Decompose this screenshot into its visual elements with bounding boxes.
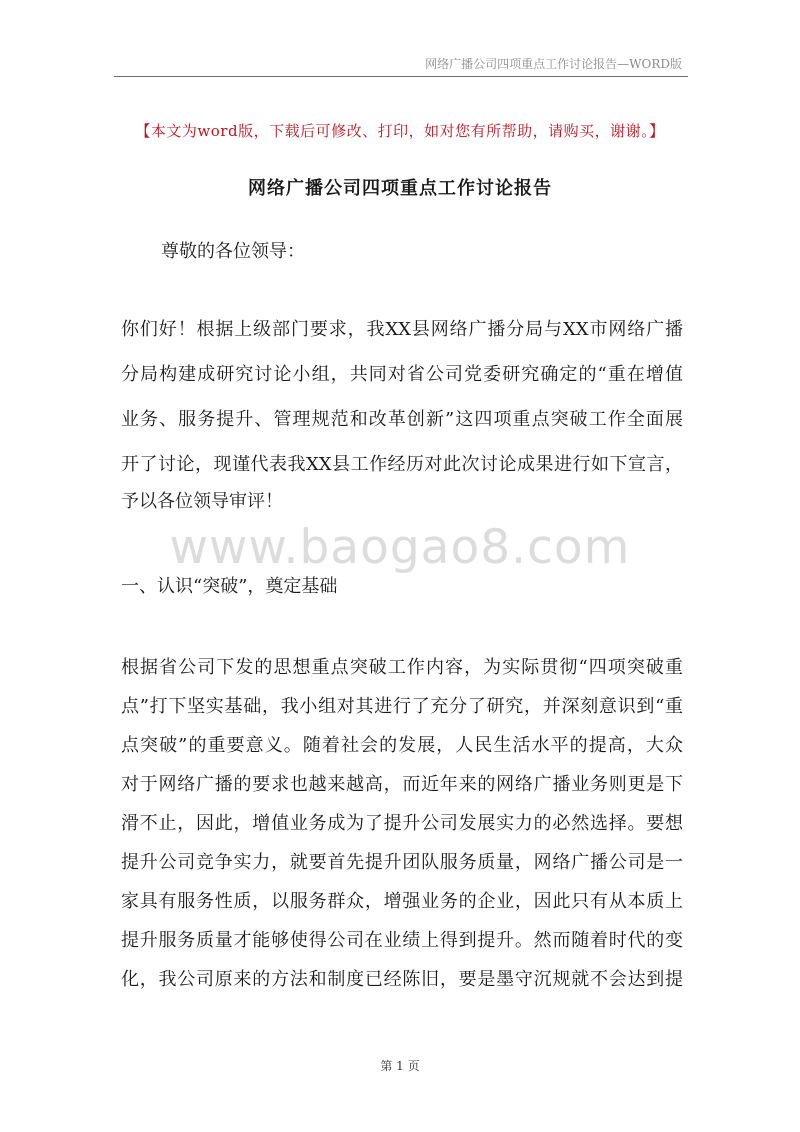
paragraph-line: 开了讨论，现谨代表我XX县工作经历对此次讨论成果进行如下宣言， [121,454,683,475]
paragraph-line: 提升服务质量才能够使得公司在业绩上得到提升。然而随着时代的变 [121,930,683,951]
purchase-notice: 【本文为word版，下载后可修改、打印，如对您有所帮助，请购买，谢谢。】 [135,122,665,140]
watermark: www.baogao8.com [169,520,631,575]
paragraph-line: 对于网络广播的要求也越来越高，而近年来的网络广播业务则更是下 [121,774,683,795]
paragraph-line: 你们好！根据上级部门要求，我XX县网络广播分局与XX市网络广播 [121,319,683,340]
running-header-title: 网络广播公司四项重点工作讨论报告—WORD版 [425,57,682,71]
paragraph-line: 业务、服务提升、管理规范和改革创新”这四项重点突破工作全面展 [121,409,683,430]
paragraph-line: 予以各位领导审评！ [121,491,283,512]
paragraph-line: 化，我公司原来的方法和制度已经陈旧，要是墨守沉规就不会达到提 [121,969,683,990]
paragraph-line: 点”打下坚实基础，我小组对其进行了充分了研究，并深刻意识到“重 [121,696,683,717]
paragraph-line: 提升公司竞争实力，就要首先提升团队服务质量，网络广播公司是一 [121,852,683,873]
header-divider [114,76,688,77]
paragraph-line: 滑不止，因此，增值业务成为了提升公司发展实力的必然选择。要想 [121,813,683,834]
paragraph-line: 分局构建成研究讨论小组，共同对省公司党委研究确定的“重在增值 [121,364,683,385]
page-number: 第 1 页 [380,1059,420,1073]
document-title: 网络广播公司四项重点工作讨论报告 [248,178,552,199]
paragraph-line: 家具有服务性质，以服务群众，增强业务的企业，因此只有从本质上 [121,891,683,912]
salutation: 尊敬的各位领导： [161,241,305,262]
paragraph-line: 根据省公司下发的思想重点突破工作内容，为实际贯彻“四项突破重 [121,657,683,678]
section-heading: 一、认识“突破”，奠定基础 [121,576,338,597]
paragraph-line: 点突破”的重要意义。随着社会的发展，人民生活水平的提高，大众 [121,735,683,756]
